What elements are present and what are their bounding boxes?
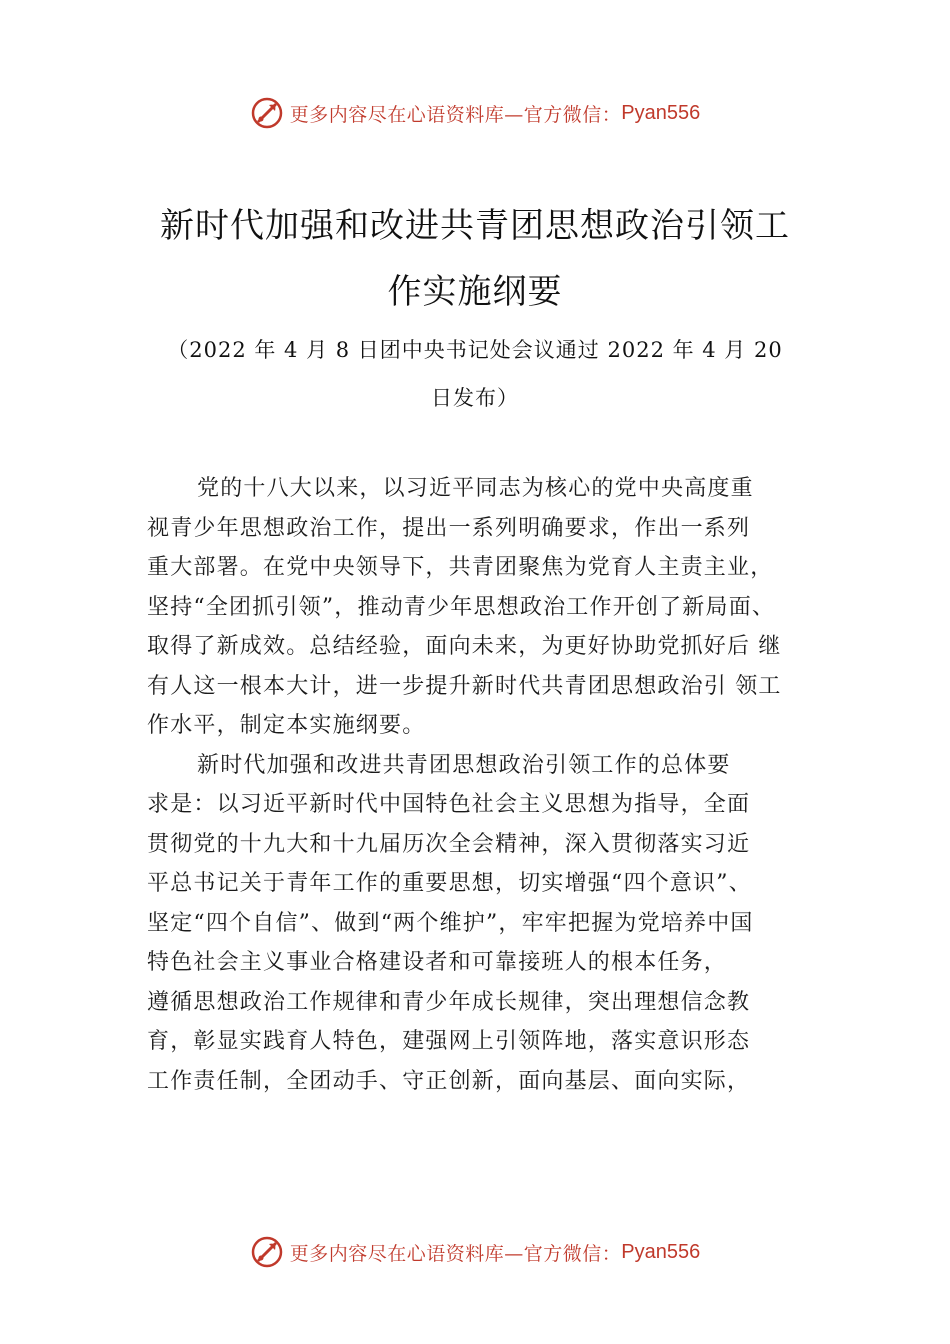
quill-seal-icon xyxy=(250,1235,284,1269)
body-line: 新时代加强和改进共青团思想政治引领工作的总体要 xyxy=(197,753,731,778)
body-line: 党的十八大以来，以习近平同志为核心的党中央高度重 xyxy=(197,476,754,501)
body-line: 有人这一根本大计，进一步提升新时代共青团思想政治引 领工 xyxy=(147,674,782,699)
banner-wechat-id: Pyan556 xyxy=(621,1240,701,1263)
body-line: 贯彻党的十九大和十九届历次全会精神，深入贯彻落实习近 xyxy=(147,832,751,857)
document-subtitle-line-2: 日发布） xyxy=(431,386,519,410)
body-line: 坚持“全团抓引领”，推动青少年思想政治工作开创了新局面、 xyxy=(147,595,776,620)
body-line: 取得了新成效。总结经验，面向未来，为更好协助党抓好后 继 xyxy=(147,634,782,659)
body-line: 遵循思想政治工作规律和青少年成长规律，突出理想信念教 xyxy=(147,990,751,1015)
banner-wechat-id: Pyan556 xyxy=(621,101,701,124)
document-title-line-2: 作实施纲要 xyxy=(387,272,563,312)
banner-text: 更多内容尽在心语资料库—官方微信： xyxy=(289,1242,622,1265)
body-line: 求是：以习近平新时代中国特色社会主义思想为指导，全面 xyxy=(147,792,751,817)
quill-seal-icon xyxy=(250,96,284,130)
banner-text: 更多内容尽在心语资料库—官方微信： xyxy=(289,103,622,126)
body-line: 工作责任制，全团动手、守正创新，面向基层、面向实际， xyxy=(147,1069,751,1094)
body-line: 重大部署。在党中央领导下，共青团聚焦为党育人主责主业， xyxy=(147,555,774,580)
footer-banner xyxy=(0,1232,950,1272)
document-subtitle-line-1: （2022 年 4 月 8 日团中央书记处会议通过 2022 年 4 月 20 xyxy=(167,338,783,362)
body-line: 育，彰显实践育人特色，建强网上引领阵地，落实意识形态 xyxy=(147,1029,751,1054)
body-line: 作水平，制定本实施纲要。 xyxy=(147,713,426,738)
document-title-line-1: 新时代加强和改进共青团思想政治引领工 xyxy=(160,206,790,246)
header-banner xyxy=(0,93,950,133)
body-line: 平总书记关于青年工作的重要思想，切实增强“四个意识”、 xyxy=(147,871,752,896)
body-line: 特色社会主义事业合格建设者和可靠接班人的根本任务， xyxy=(147,950,728,975)
body-line: 视青少年思想政治工作，提出一系列明确要求，作出一系列 xyxy=(147,516,751,541)
body-line: 坚定“四个自信”、做到“两个维护”，牢牢把握为党培养中国 xyxy=(147,911,754,936)
